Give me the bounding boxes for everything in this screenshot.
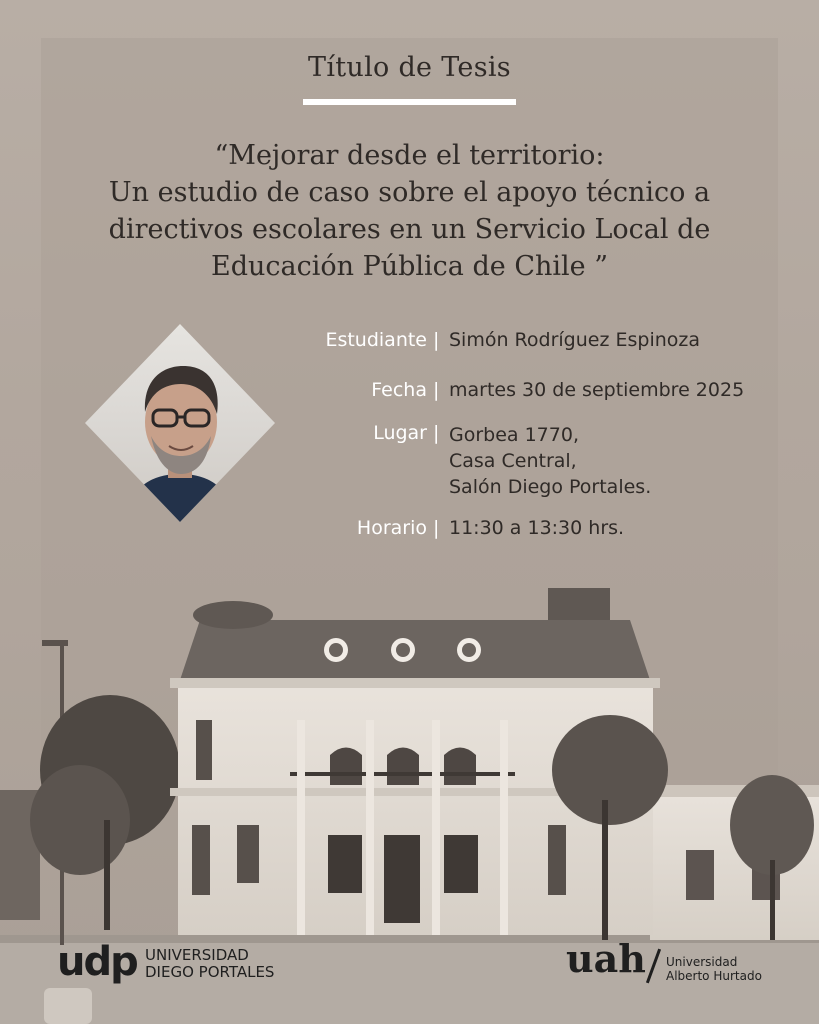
info-student	[0, 329, 819, 355]
place-line: Gorbea 1770,	[449, 424, 579, 446]
udp-logo-text	[145, 947, 274, 981]
title-underline	[303, 99, 516, 105]
place-line: Salón Diego Portales.	[449, 476, 652, 498]
uah-line: Universidad	[666, 955, 738, 969]
poster-title: Título de Tesis	[308, 52, 511, 83]
time-label: Horario	[356, 517, 427, 539]
info-date	[0, 379, 819, 405]
udp-line: UNIVERSIDAD	[145, 946, 249, 964]
udp-logo-mark: udp	[57, 939, 137, 985]
uah-logo-text	[666, 955, 762, 983]
info-time	[0, 517, 819, 543]
student-name: Simón Rodríguez Espinoza	[449, 329, 701, 351]
date-value: martes 30 de septiembre 2025	[449, 379, 745, 401]
place-line: Casa Central,	[449, 450, 577, 472]
separator: |	[433, 517, 440, 539]
place-value	[449, 422, 651, 500]
thesis-line: directivos escolares en un Servicio Local de	[108, 214, 711, 245]
uah-line: Alberto Hurtado	[666, 969, 762, 983]
uah-logo-mark: uah	[566, 936, 646, 981]
thesis-line: “Mejorar desde el territorio:	[214, 140, 605, 171]
student-label: Estudiante	[325, 329, 427, 351]
thesis-line: Educación Pública de Chile ”	[210, 251, 609, 282]
time-value: 11:30 a 13:30 hrs.	[449, 517, 625, 539]
thesis-title	[60, 137, 759, 285]
udp-line: DIEGO PORTALES	[145, 963, 275, 981]
separator: |	[433, 379, 440, 401]
place-label: Lugar	[373, 422, 427, 444]
date-label: Fecha	[371, 379, 427, 401]
thesis-line: Un estudio de caso sobre el apoyo técnico a	[108, 177, 711, 208]
info-place	[0, 422, 819, 502]
separator: |	[433, 329, 440, 351]
separator: |	[433, 422, 440, 444]
